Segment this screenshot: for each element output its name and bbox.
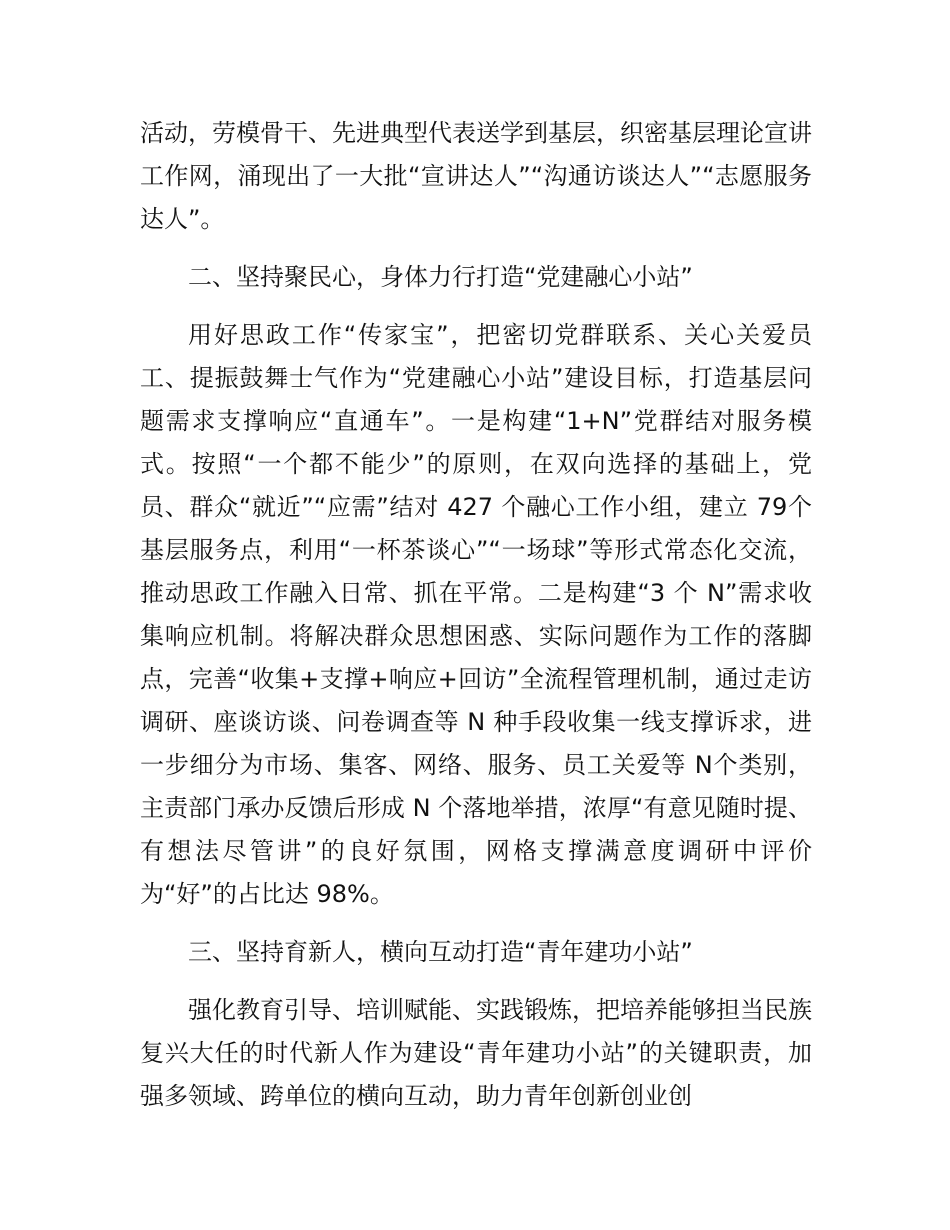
- document-page: [140, 112, 812, 1133]
- section-heading-3: 三、坚持育新人，横向互动打造“青年建功小站”: [188, 938, 693, 966]
- paragraph-youth: 强化教育引导、培训赋能、实践锻炼，把培养能够担当民族复兴大任的时代新人作为建设“青年建功小站”的关键职责，加强多领域、跨单位的横向互动，助力青年创新创业创: [140, 996, 812, 1110]
- paragraph-continuation: 活动，劳模骨干、先进典型代表送学到基层，织密基层理论宣讲工作网，涌现出了一大批“宣讲达人”“沟通访谈达人”“志愿服务达人”。: [140, 119, 812, 233]
- section-heading-2: 二、坚持聚民心，身体力行打造“党建融心小站”: [188, 263, 693, 291]
- paragraph-party-building: 用好思政工作“传家宝”，把密切党群联系、关心关爱员工、提振鼓舞士气作为“党建融心小站”建设目标，打造基层问题需求支撑响应“直通车”。一是构建“1+N”党群结对服务模式。按照“一个都不能少”的原则，在双向选择的基础上，党员、群众“就近”“应需”结对 427 个融心工作小组，建立 79个基层服务点，利用“一杯茶谈心”“一场球”等形式常态化交流，推动思政工作融入日常、抓在平常。二是构建“3 个 N”需求收集响应机制。将解决群众思想困惑、实际问题作为工作的落脚点，完善“收集+支撑+响应+回访”全流程管理机制，通过走访调研、座谈访谈、问卷调查等 N 种手段收集一线支撑诉求，进一步细分为市场、集客、网络、服务、员工关爱等 N个类别，主责部门承办反馈后形成 N 个落地举措，浓厚“有意见随时提、有想法尽管讲”的良好氛围，网格支撑满意度调研中评价为“好”的占比达 98%。: [140, 321, 812, 908]
